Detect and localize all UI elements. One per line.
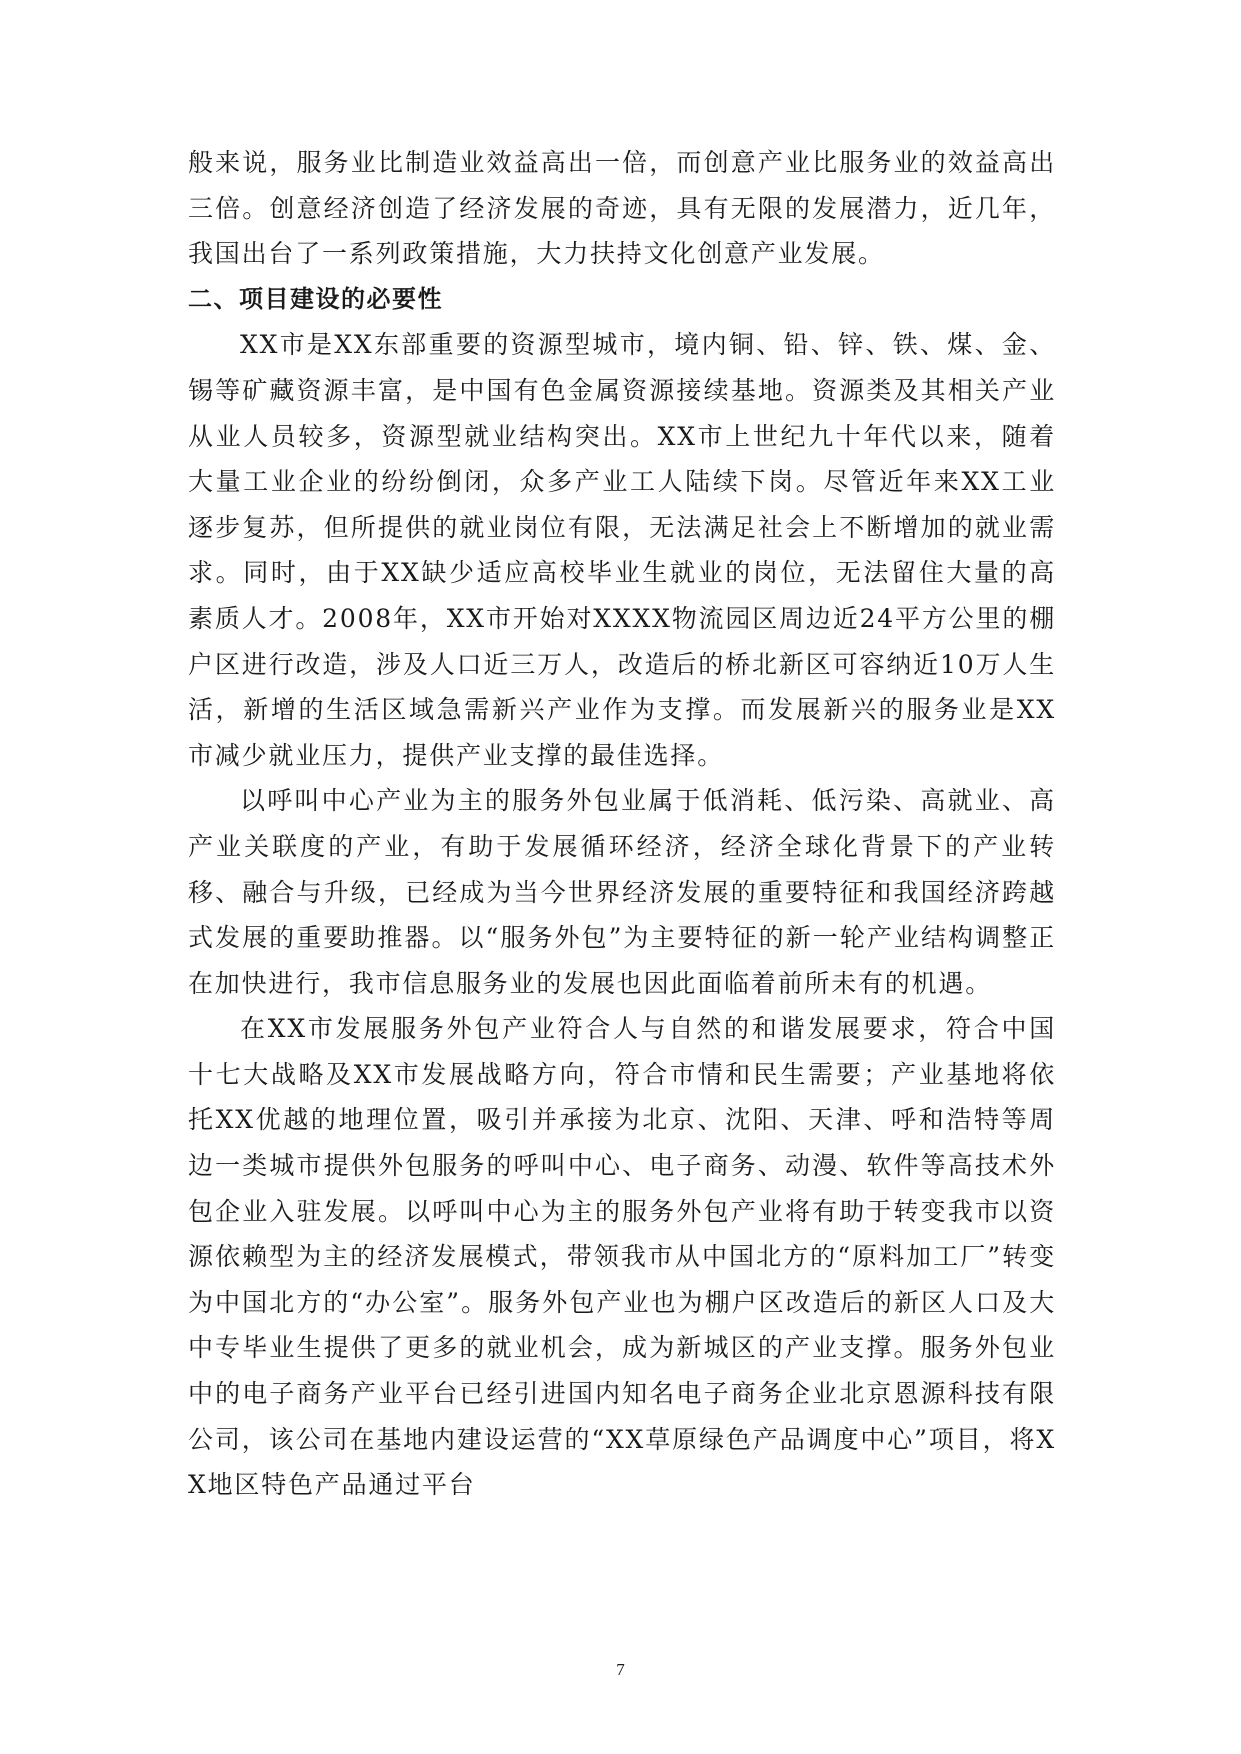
paragraph-necessity: XX市是XX东部重要的资源型城市，境内铜、铅、锌、铁、煤、金、锡等矿藏资源丰富，是中国有色金属资源接续基地。资源类及其相关产业从业人员较多，资源型就业结构突出。XX市上世纪九十年代以来，随着大量工业企业的纷纷倒闭，众多产业工人陆续下岗。尽管近年来XX工业逐步复苏，但所提供的就业岗位有限，无法满足社会上不断增加的就业需求。同时，由于XX缺少适应高校毕业生就业的岗位，无法留住大量的高素质人才。2008年，XX市开始对XXXX物流园区周边近24平方公里的棚户区进行改造，涉及人口近三万人，改造后的桥北新区可容纳近10万人生活，新增的生活区域急需新兴产业作为支撑。而发展新兴的服务业是XX市减少就业压力，提供产业支撑的最佳选择。 (188, 330, 1056, 770)
paragraph-continued: 般来说，服务业比制造业效益高出一倍，而创意产业比服务业的效益高出三倍。创意经济创造了经济发展的奇迹，具有无限的发展潜力，近几年，我国出台了一系列政策措施，大力扶持文化创意产业发展。 (188, 148, 1056, 269)
paragraph-outsourcing: 在XX市发展服务外包产业符合人与自然的和谐发展要求，符合中国十七大战略及XX市发展战略方向，符合市情和民生需要；产业基地将依托XX优越的地理位置，吸引并承接为北京、沈阳、天津、呼和浩特等周边一类城市提供外包服务的呼叫中心、电子商务、动漫、软件等高技术外包企业入驻发展。以呼叫中心为主的服务外包产业将有助于转变我市以资源依赖型为主的经济发展模式，带领我市从中国北方的“原料加工厂”转变为中国北方的“办公室”。服务外包产业也为棚户区改造后的新区人口及大中专毕业生提供了更多的就业机会，成为新城区的产业支撑。服务外包业中的电子商务产业平台已经引进国内知名电子商务企业北京恩源科技有限公司，该公司在基地内建设运营的“XX草原绿色产品调度中心”项目，将XX地区特色产品通过平台 (188, 1014, 1056, 1500)
section-heading: 二、项目建设的必要性 (188, 284, 443, 313)
page-number: 7 (616, 1660, 625, 1679)
page-body (188, 140, 1056, 1508)
paragraph-call-center: 以呼叫中心产业为主的服务外包业属于低消耗、低污染、高就业、高产业关联度的产业，有助于发展循环经济，经济全球化背景下的产业转移、融合与升级，已经成为当今世界经济发展的重要特征和我国经济跨越式发展的重要助推器。以“服务外包”为主要特征的新一轮产业结构调整正在加快进行，我市信息服务业的发展也因此面临着前所未有的机遇。 (188, 786, 1056, 998)
